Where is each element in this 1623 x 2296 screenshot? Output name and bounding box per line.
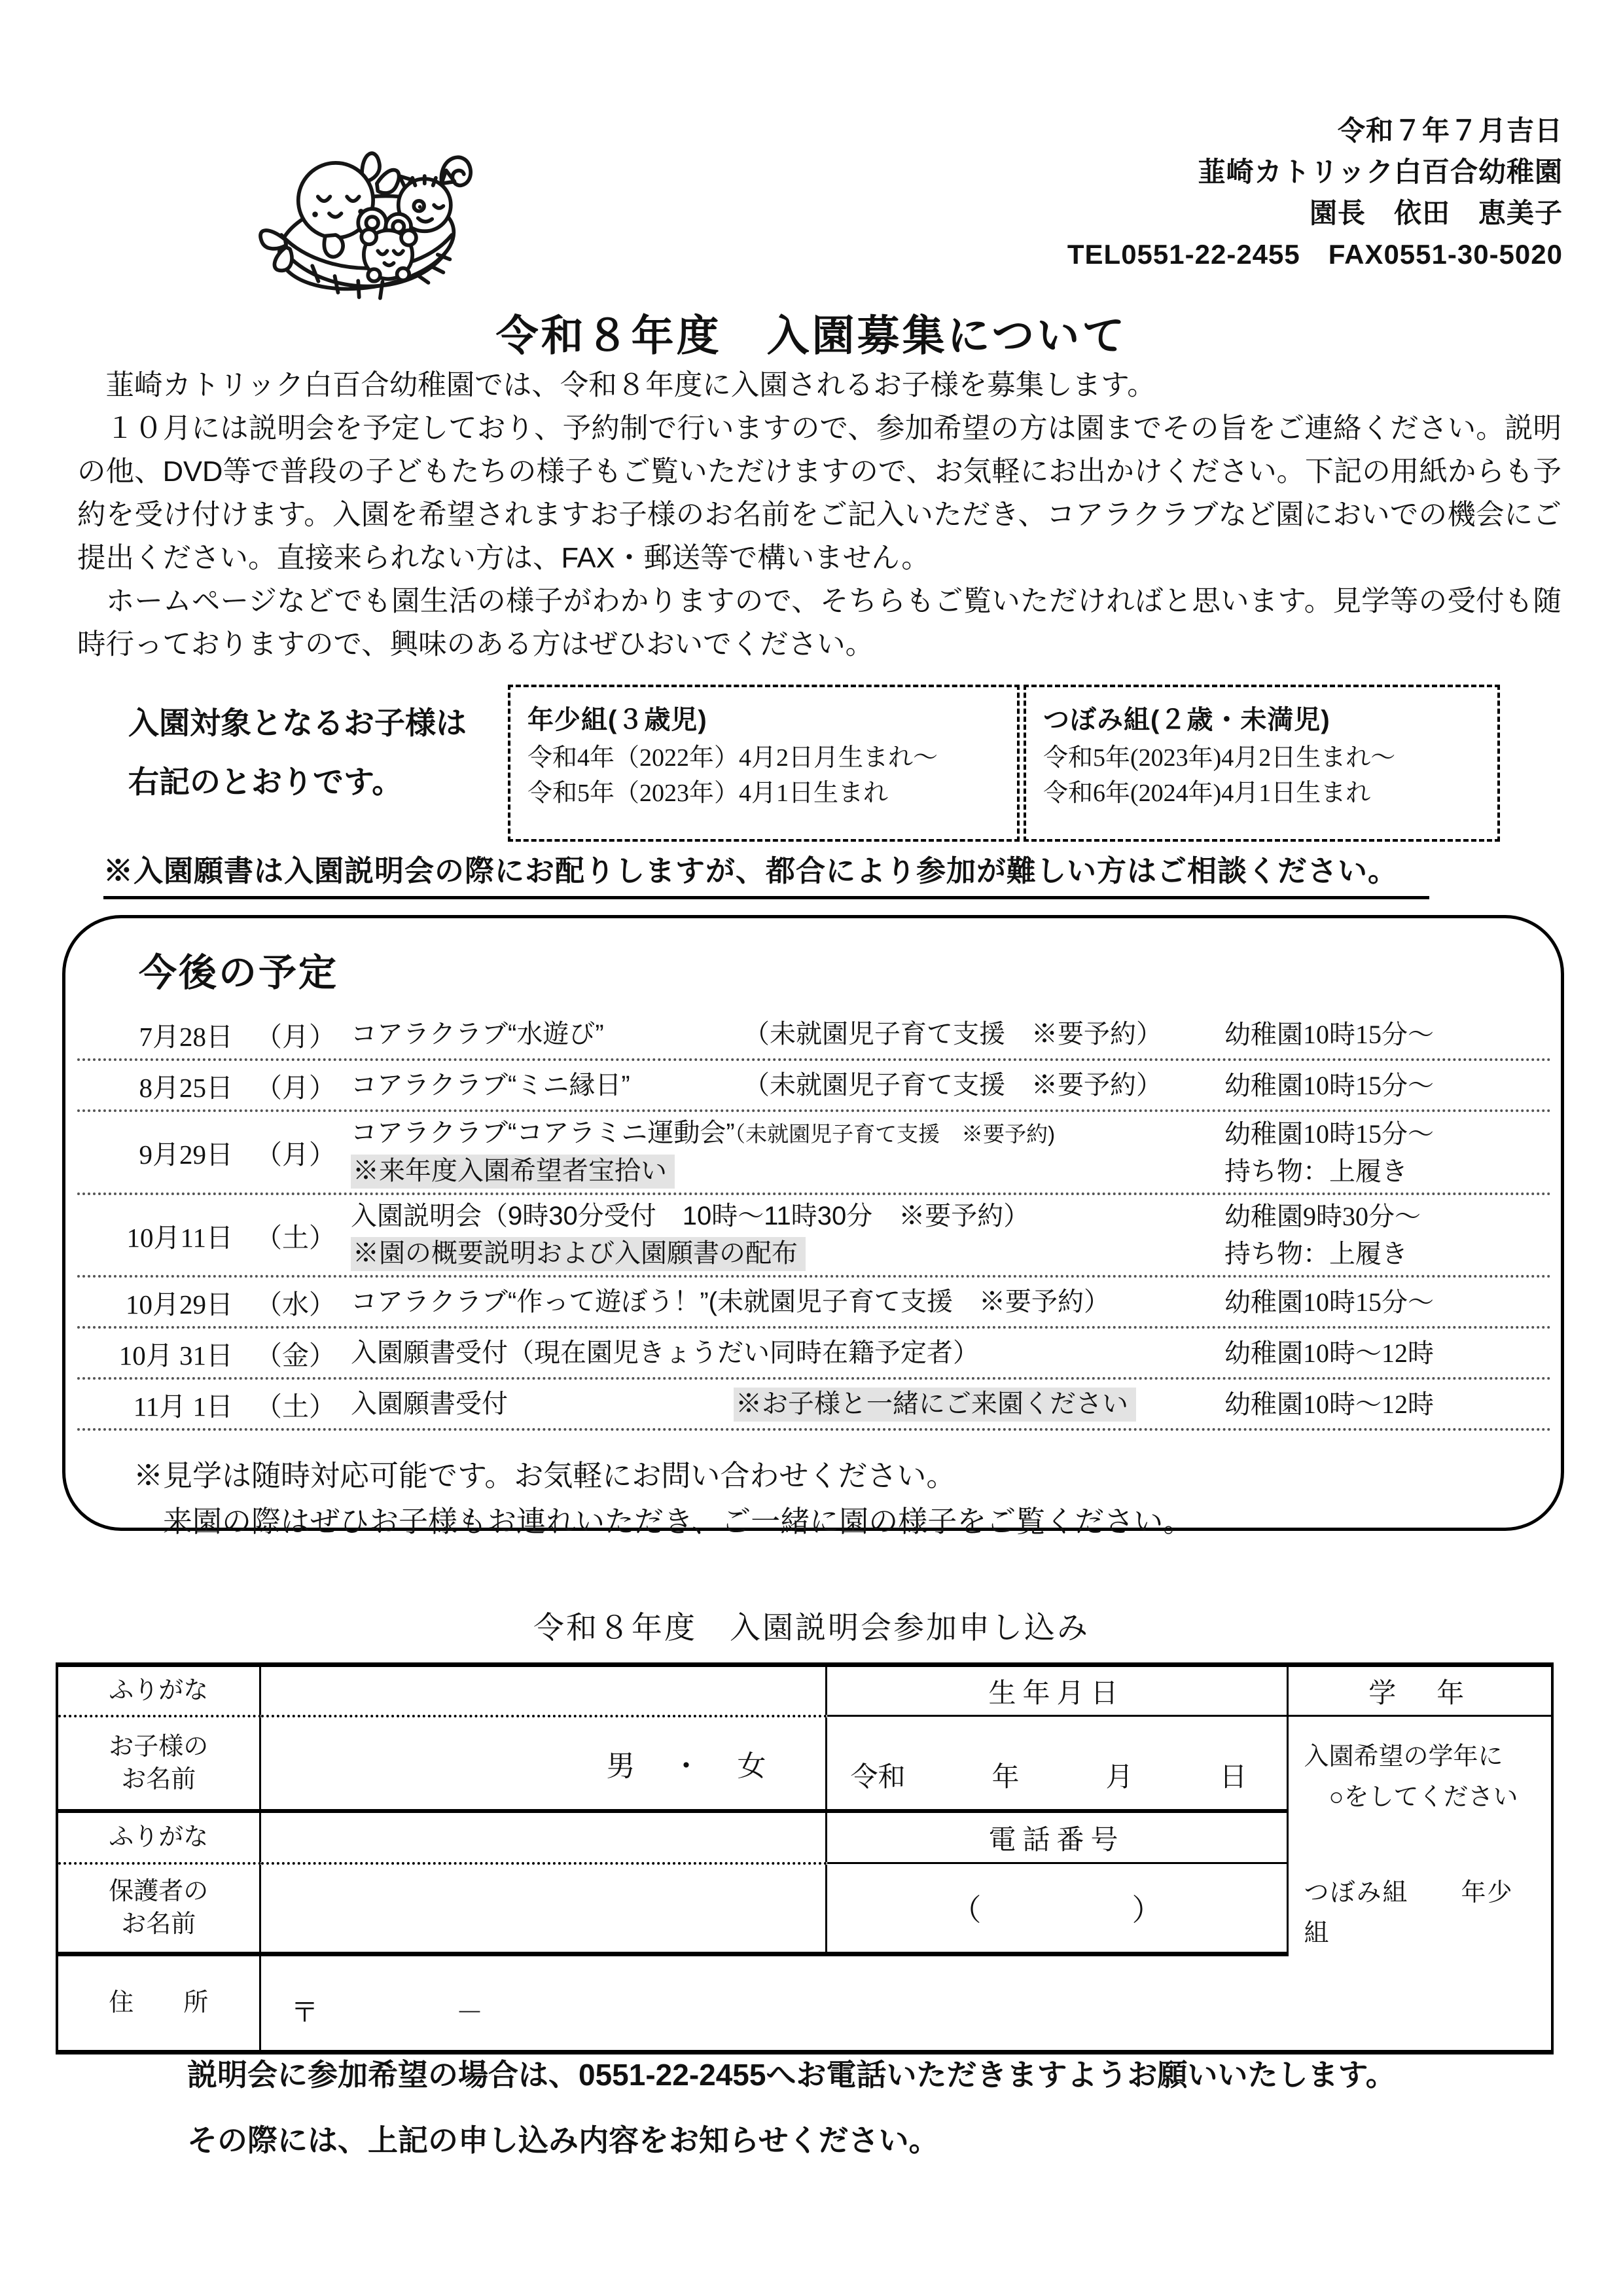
- event-note: （未就園児子育て支援 ※要予約）: [743, 1070, 1162, 1100]
- nensho-class-box: [508, 685, 1020, 842]
- schedule-date: 11月 1日: [133, 1391, 233, 1422]
- schedule-time: [1224, 1115, 1552, 1190]
- schedule-time: 幼稚園10時15分～: [1224, 1287, 1434, 1317]
- footer-line1: 説明会に参加希望の場合は、0551-22-2455へお電話いただきますようお願いいたします。: [187, 2058, 1396, 2092]
- letterhead: [1067, 110, 1563, 275]
- phone-header: 電話番号: [826, 1811, 1287, 1863]
- schedule-date: 10月29日: [126, 1289, 233, 1319]
- bow: [260, 230, 286, 249]
- birthdate-header: 生年月日: [826, 1665, 1287, 1716]
- schedule-time: 幼稚園10時～12時: [1224, 1338, 1434, 1368]
- time-line2: 持ち物：上履き: [1224, 1156, 1408, 1186]
- schedule-box: [62, 915, 1564, 1538]
- event-name: コアラクラブ“コアラミニ運動会”: [351, 1119, 735, 1147]
- schedule-event: 入園願書受付（現在園児きょうだい同時在籍予定者）: [351, 1338, 979, 1367]
- phone-field: （ ）: [826, 1863, 1287, 1954]
- nensho-title: 年少組(３歳児): [527, 706, 707, 734]
- application-form-note: ※入園願書は入園説明会の際にお配りしますが、都合により参加が難しい方はご相談ください。: [103, 847, 1429, 899]
- month-label: 月: [1105, 1763, 1133, 1793]
- schedule-day: （月）: [255, 1139, 336, 1170]
- schedule-day: （土）: [255, 1391, 336, 1422]
- nensho-line1: 令和4年（2022年）4月2日月生まれ～: [527, 744, 938, 772]
- event-highlight: ※来年度入園希望者宝拾い: [351, 1155, 675, 1189]
- eligibility-label-line2: 右記のとおりです。: [128, 764, 403, 799]
- event-note: （未就園児子育て支援 ※要予約): [734, 1122, 1056, 1146]
- event-highlight: ※お子様と一緒にご来園ください: [734, 1388, 1136, 1422]
- guardian-name-field: [260, 1863, 826, 1954]
- tsubomi-title: つぼみ組(２歳・未満児): [1043, 706, 1330, 734]
- event-name: 入園願書受付: [351, 1389, 508, 1418]
- schedule-row-1101: [77, 1380, 1552, 1431]
- animals-in-basket-illustration: [255, 143, 475, 308]
- event-name: 入園説明会（9時30分受付 10時～11時30分 ※要予約）: [351, 1202, 1030, 1230]
- schedule-row-0728: [77, 1010, 1552, 1061]
- address-label: 住 所: [57, 1954, 260, 2052]
- event-name: コアラクラブ“ミニ縁日”: [351, 1070, 630, 1100]
- schedule-event: コアラクラブ“作って遊ぼう！”(未就園児子育て支援 ※要予約）: [351, 1287, 1110, 1316]
- schedule-date: 9月29日: [139, 1139, 233, 1170]
- kindergarten-name: 韮崎カトリック白百合幼稚園: [1198, 156, 1563, 187]
- schedule-title: 今後の予定: [139, 952, 339, 994]
- schedule-day: （月）: [255, 1072, 336, 1103]
- grade-header: 学 年: [1287, 1665, 1552, 1716]
- furigana-label2: ふりがな: [57, 1811, 260, 1863]
- schedule-day: （水）: [255, 1289, 336, 1319]
- schedule-date: 7月28日: [139, 1021, 233, 1052]
- schedule-date: 10月11日: [126, 1222, 233, 1253]
- era-label: 令和: [850, 1763, 906, 1793]
- schedule-note2: 来園の際はぜひお子様もお連れいただき、ご一緒に園の様子をご覧ください。: [134, 1505, 1193, 1538]
- child-name-gender-field: 男 ・ 女: [260, 1716, 826, 1811]
- schedule-date: 10月 31日: [118, 1340, 233, 1371]
- child-furigana-field: [260, 1665, 826, 1716]
- time-line1: 幼稚園10時15分～: [1224, 1119, 1434, 1149]
- schedule-event: [330, 1198, 1224, 1272]
- nensho-line2: 令和5年（2023年）4月1日生まれ: [527, 780, 889, 807]
- tsubomi-line1: 令和5年(2023年)4月2日生まれ～: [1043, 744, 1396, 772]
- year-label: 年: [991, 1763, 1020, 1793]
- schedule-day: （月）: [255, 1021, 336, 1052]
- grade-note2: ○をしてください: [1304, 1784, 1518, 1811]
- schedule-time: 幼稚園10時15分～: [1224, 1019, 1434, 1049]
- footer-instructions: [187, 2042, 1396, 2173]
- page-title: 令和８年度 入園募集について: [495, 312, 1128, 359]
- child-name-label: お子様の お名前: [57, 1716, 260, 1811]
- eligibility-label: [128, 694, 467, 812]
- tel-fax: TEL0551-22-2455 FAX0551-30-5020: [1067, 239, 1563, 270]
- schedule-row-0929: [77, 1112, 1552, 1195]
- schedule-time: [1224, 1198, 1552, 1272]
- schedule-row-1011: [77, 1195, 1552, 1278]
- schedule-time: 幼稚園10時～12時: [1224, 1389, 1434, 1419]
- intro-p1: 韮崎カトリック白百合幼稚園では、令和８年度に入園されるお子様を募集します。: [77, 370, 1156, 401]
- furigana-label: ふりがな: [57, 1665, 260, 1716]
- schedule-row-1029: [77, 1278, 1552, 1329]
- event-name: コアラクラブ“水遊び”: [351, 1019, 604, 1049]
- grade-choice-cell: [1287, 1716, 1552, 1954]
- intro-p3: ホームページなどでも園生活の様子がわかりますので、そちらもご覧いただければと思います。見学等の受付も随時行っておりますので、興味のある方はぜひおいでください。: [77, 586, 1561, 660]
- schedule-event: [330, 1016, 1224, 1053]
- schedule-rows: [77, 1010, 1552, 1431]
- footer-line2: その際には、上記の申し込み内容をお知らせください。: [187, 2123, 939, 2157]
- intro-paragraphs: [77, 364, 1561, 666]
- schedule-event: [330, 1115, 1224, 1190]
- time-line1: 幼稚園9時30分～: [1224, 1202, 1421, 1231]
- application-form-table: [56, 1662, 1554, 2054]
- schedule-row-1031: [77, 1329, 1552, 1380]
- schedule-event: [330, 1067, 1224, 1104]
- schedule-date: 8月25日: [139, 1072, 233, 1103]
- schedule-note1: ※見学は随時対応可能です。お気軽にお問い合わせください。: [134, 1460, 956, 1492]
- birthdate-field: [826, 1716, 1287, 1811]
- schedule-day: （金）: [255, 1340, 336, 1371]
- schedule-event: [330, 1386, 1224, 1423]
- grade-options: つぼみ組 年少組: [1304, 1879, 1514, 1947]
- day-label: 日: [1219, 1763, 1247, 1793]
- principal-name: 園長 依田 恵美子: [1309, 198, 1563, 228]
- guardian-name-label: 保護者の お名前: [57, 1863, 260, 1954]
- schedule-notes: [134, 1453, 1561, 1545]
- eligibility-label-line1: 入園対象となるお子様は: [128, 706, 467, 740]
- grade-note1: 入園希望の学年に: [1304, 1743, 1503, 1770]
- tsubomi-line2: 令和6年(2024年)4月1日生まれ: [1043, 780, 1371, 807]
- schedule-time: 幼稚園10時15分～: [1224, 1070, 1434, 1100]
- address-field: 〒 －: [260, 1954, 1552, 2052]
- event-highlight: ※園の概要説明および入園願書の配布: [351, 1237, 806, 1271]
- intro-p2: １０月には説明会を予定しており、予約制で行いますので、参加希望の方は園までその旨をご連絡ください。説明の他、DVD等で普段の子どもたちの様子もご覧いただけますので、お気軽にお出かけください。下記の用紙からも予約を受け付けます。入園を希望されますお子様のお名前をご記入いただき、コアラクラブなど園においでの機会にご提出ください。直接来られない方は、FAX・郵送等で構いません。: [77, 413, 1561, 574]
- schedule-day: （土）: [255, 1222, 336, 1253]
- schedule-row-0825: [77, 1061, 1552, 1112]
- issue-date: 令和７年７月吉日: [1337, 115, 1563, 146]
- event-note: （未就園児子育て支援 ※要予約）: [743, 1019, 1162, 1049]
- form-title: 令和８年度 入園説明会参加申し込み: [533, 1611, 1090, 1645]
- guardian-furigana-field: [260, 1811, 826, 1863]
- tsubomi-class-box: [1024, 685, 1500, 842]
- time-line2: 持ち物：上履き: [1224, 1239, 1408, 1268]
